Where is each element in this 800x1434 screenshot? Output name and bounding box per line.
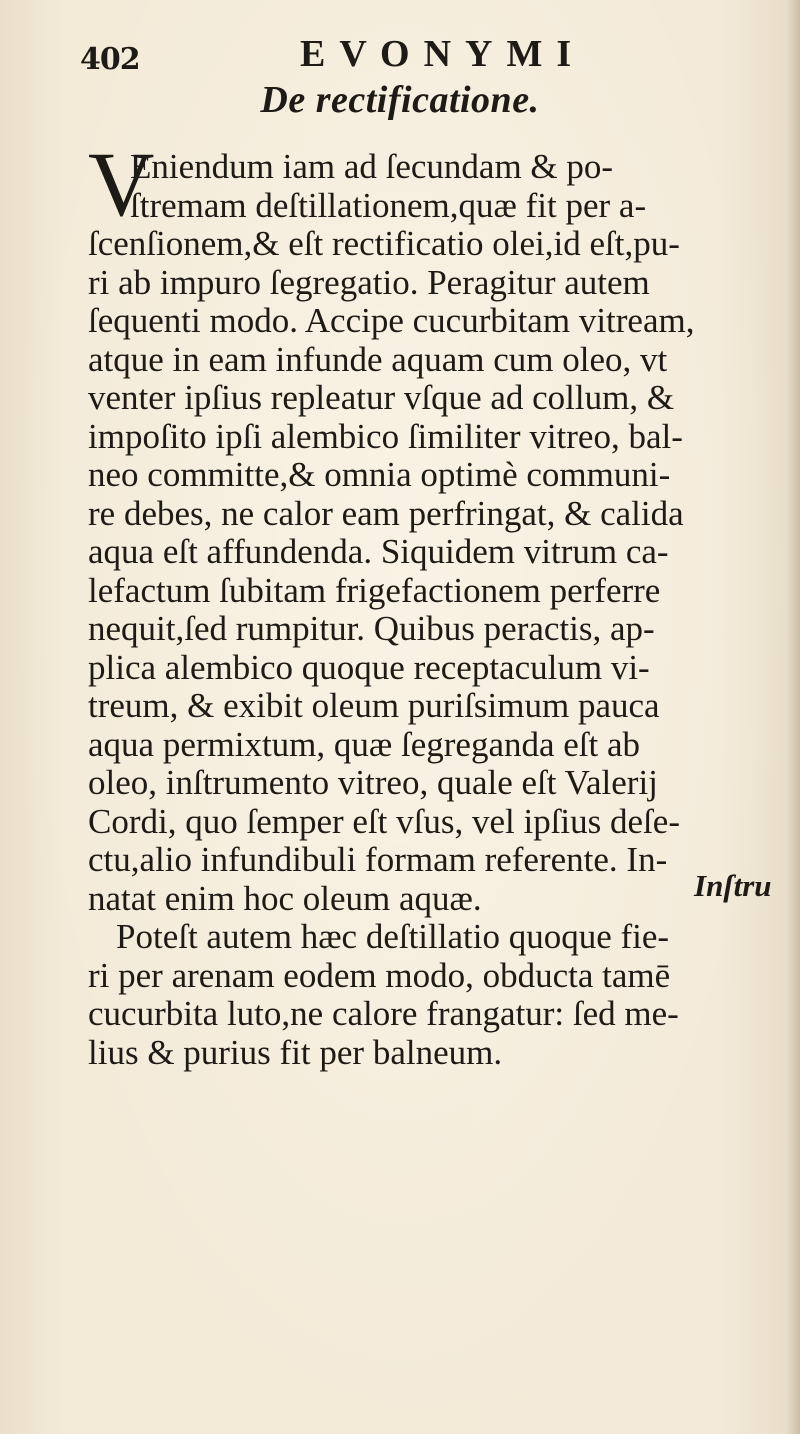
- text-line: ſequenti modo. Accipe cucurbitam vitream,: [88, 301, 695, 340]
- text-line: aqua eſt affundenda. Siquidem vitrum ca-: [88, 532, 669, 571]
- running-title: EVONYMI: [300, 33, 586, 75]
- text-line: Poteſt autem hæc deſtillatio quoque fie-: [116, 917, 670, 956]
- text-line: lefactum ſubitam frigefactionem perferre: [88, 570, 661, 610]
- section-title: De rectificatione.: [260, 79, 540, 121]
- running-head: [0, 28, 800, 78]
- catchword: Inſtru: [694, 868, 772, 903]
- text-line: impoſito ipſi alembico ſimiliter vitreo, bal-: [88, 416, 683, 456]
- text-line: treum, & exibit oleum puriſsimum pauca: [88, 686, 660, 725]
- text-line: venter ipſius repleatur vſque ad collum, &: [88, 378, 675, 417]
- text-line: natat enim hoc oleum aquæ.: [88, 878, 482, 918]
- text-line: lius & purius fit per balneum.: [88, 1032, 503, 1072]
- text-line: ſtremam deſtillationem,quæ fit per a-: [130, 185, 647, 225]
- text-line: neo committe,& omnia optimè communi-: [88, 455, 671, 494]
- page-number: 402: [80, 42, 140, 77]
- text-line: cucurbita luto,ne calore frangatur: ſed me-: [88, 994, 679, 1033]
- text-line: aqua permixtum, quæ ſegreganda eſt ab: [88, 724, 641, 764]
- text-line: re debes, ne calor eam perfringat, & calida: [88, 493, 684, 533]
- text-line: nequit,ſed rumpitur. Quibus peractis, ap-: [88, 609, 655, 648]
- text-line: ri ab impuro ſegregatio. Peragitur autem: [88, 262, 650, 302]
- body-text: [88, 148, 798, 1072]
- text-line: Eniendum iam ad ſecundam & po-: [130, 147, 614, 186]
- text-line: oleo, inſtrumento vitreo, quale eſt Valerij: [88, 763, 658, 802]
- text-line: atque in eam infunde aquam cum oleo, vt: [88, 339, 668, 379]
- text-line: ri per arenam eodem modo, obducta tamē: [88, 955, 671, 995]
- text-line: ctu,alio infundibuli formam referente. In-: [88, 840, 668, 879]
- drop-cap-initial: V: [88, 133, 155, 235]
- text-line: Cordi, quo ſemper eſt vſus, vel ipſius deſe-: [88, 801, 680, 841]
- text-line: plica alembico quoque receptaculum vi-: [88, 647, 650, 687]
- text-line: ſcenſionem,& eſt rectificatio olei,id eſt,pu-: [88, 224, 680, 263]
